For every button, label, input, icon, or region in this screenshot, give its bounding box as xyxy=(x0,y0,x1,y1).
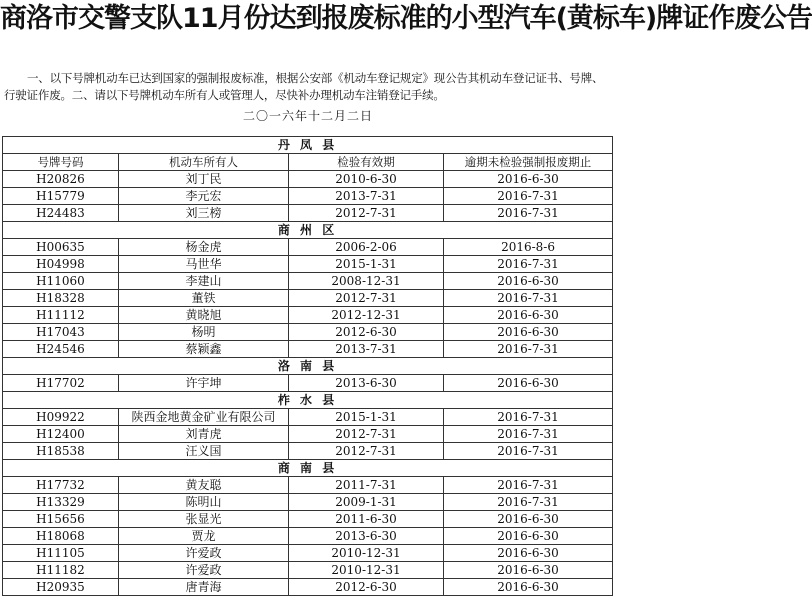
plate-number-cell: H17702 xyxy=(3,375,119,392)
scrap-deadline-cell: 2016-6-30 xyxy=(444,307,613,324)
region-header-row xyxy=(3,460,613,477)
scrap-deadline-cell: 2016-6-30 xyxy=(444,273,613,290)
table-row xyxy=(3,477,613,494)
inspection-valid-cell: 2011-7-31 xyxy=(289,477,444,494)
table-row xyxy=(3,205,613,222)
plate-number-cell: H13329 xyxy=(3,494,119,511)
owner-cell: 刘三榜 xyxy=(119,205,289,222)
column-header-scrap-deadline: 逾期未检验强制报废期止 xyxy=(444,154,613,171)
inspection-valid-cell: 2012-6-30 xyxy=(289,579,444,596)
records-body xyxy=(3,137,613,596)
table-row xyxy=(3,375,613,392)
owner-cell: 唐青海 xyxy=(119,579,289,596)
table-row xyxy=(3,562,613,579)
region-name: 商 州 区 xyxy=(3,222,613,239)
plate-number-cell: H20935 xyxy=(3,579,119,596)
plate-number-cell: H11182 xyxy=(3,562,119,579)
table-row xyxy=(3,324,613,341)
inspection-valid-cell: 2012-7-31 xyxy=(289,443,444,460)
table-row xyxy=(3,426,613,443)
inspection-valid-cell: 2012-6-30 xyxy=(289,324,444,341)
scrap-deadline-cell: 2016-7-31 xyxy=(444,205,613,222)
notice-intro: 一、以下号牌机动车已达到国家的强制报废标准，根据公安部《机动车登记规定》现公告其机动车登记证书、号牌、行驶证作废。二、请以下号牌机动车所有人或管理人，尽快补办理机动车注销登记手续。 xyxy=(4,71,604,102)
owner-cell: 李建山 xyxy=(119,273,289,290)
table-row xyxy=(3,579,613,596)
region-header-row xyxy=(3,222,613,239)
scrap-deadline-cell: 2016-7-31 xyxy=(444,443,613,460)
table-row xyxy=(3,443,613,460)
table-row xyxy=(3,256,613,273)
owner-cell: 黄友聪 xyxy=(119,477,289,494)
column-header-row xyxy=(3,154,613,171)
plate-number-cell: H18068 xyxy=(3,528,119,545)
table-row xyxy=(3,290,613,307)
inspection-valid-cell: 2013-7-31 xyxy=(289,341,444,358)
inspection-valid-cell: 2013-7-31 xyxy=(289,188,444,205)
inspection-valid-cell: 2010-12-31 xyxy=(289,562,444,579)
notice-title: 商洛市交警支队11月份达到报废标准的小型汽车(黄标车)牌证作废公告 xyxy=(0,3,812,34)
owner-cell: 蔡颖鑫 xyxy=(119,341,289,358)
scrap-deadline-cell: 2016-6-30 xyxy=(444,171,613,188)
owner-cell: 马世华 xyxy=(119,256,289,273)
scrap-deadline-cell: 2016-6-30 xyxy=(444,528,613,545)
scrap-deadline-cell: 2016-7-31 xyxy=(444,256,613,273)
table-row xyxy=(3,528,613,545)
inspection-valid-cell: 2012-7-31 xyxy=(289,426,444,443)
plate-number-cell: H15779 xyxy=(3,188,119,205)
inspection-valid-cell: 2012-7-31 xyxy=(289,290,444,307)
scrap-deadline-cell: 2016-8-6 xyxy=(444,239,613,256)
inspection-valid-cell: 2015-1-31 xyxy=(289,256,444,273)
scrap-deadline-cell: 2016-6-30 xyxy=(444,324,613,341)
owner-cell: 刘青虎 xyxy=(119,426,289,443)
plate-number-cell: H04998 xyxy=(3,256,119,273)
owner-cell: 李元宏 xyxy=(119,188,289,205)
owner-cell: 汪义国 xyxy=(119,443,289,460)
plate-number-cell: H11105 xyxy=(3,545,119,562)
inspection-valid-cell: 2013-6-30 xyxy=(289,528,444,545)
owner-cell: 董铁 xyxy=(119,290,289,307)
scrap-deadline-cell: 2016-6-30 xyxy=(444,579,613,596)
scrap-deadline-cell: 2016-6-30 xyxy=(444,562,613,579)
region-header-row xyxy=(3,392,613,409)
table-row xyxy=(3,188,613,205)
owner-cell: 杨明 xyxy=(119,324,289,341)
region-name: 柞 水 县 xyxy=(3,392,613,409)
scrap-deadline-cell: 2016-7-31 xyxy=(444,188,613,205)
region-name: 商 南 县 xyxy=(3,460,613,477)
plate-number-cell: H12400 xyxy=(3,426,119,443)
owner-cell: 黄晓旭 xyxy=(119,307,289,324)
table-row xyxy=(3,341,613,358)
region-name: 丹 凤 县 xyxy=(3,137,613,154)
column-header-inspection-valid: 检验有效期 xyxy=(289,154,444,171)
table-row xyxy=(3,545,613,562)
region-header-row xyxy=(3,137,613,154)
owner-cell: 许爱政 xyxy=(119,562,289,579)
table-row xyxy=(3,511,613,528)
owner-cell: 陕西金地黄金矿业有限公司 xyxy=(119,409,289,426)
inspection-valid-cell: 2012-12-31 xyxy=(289,307,444,324)
plate-number-cell: H11060 xyxy=(3,273,119,290)
plate-number-cell: H15656 xyxy=(3,511,119,528)
table-row xyxy=(3,171,613,188)
table-row xyxy=(3,239,613,256)
inspection-valid-cell: 2011-6-30 xyxy=(289,511,444,528)
column-header-owner: 机动车所有人 xyxy=(119,154,289,171)
table-row xyxy=(3,307,613,324)
plate-number-cell: H18538 xyxy=(3,443,119,460)
scrap-deadline-cell: 2016-6-30 xyxy=(444,511,613,528)
owner-cell: 陈明山 xyxy=(119,494,289,511)
table-row xyxy=(3,409,613,426)
plate-number-cell: H09922 xyxy=(3,409,119,426)
plate-number-cell: H24483 xyxy=(3,205,119,222)
plate-number-cell: H11112 xyxy=(3,307,119,324)
scrap-deadline-cell: 2016-7-31 xyxy=(444,477,613,494)
inspection-valid-cell: 2006-2-06 xyxy=(289,239,444,256)
region-header-row xyxy=(3,358,613,375)
plate-number-cell: H24546 xyxy=(3,341,119,358)
owner-cell: 张显光 xyxy=(119,511,289,528)
inspection-valid-cell: 2009-1-31 xyxy=(289,494,444,511)
column-header-plate-number: 号牌号码 xyxy=(3,154,119,171)
scrap-deadline-cell: 2016-7-31 xyxy=(444,426,613,443)
plate-number-cell: H17732 xyxy=(3,477,119,494)
owner-cell: 杨金虎 xyxy=(119,239,289,256)
inspection-valid-cell: 2015-1-31 xyxy=(289,409,444,426)
region-name: 洛 南 县 xyxy=(3,358,613,375)
plate-number-cell: H00635 xyxy=(3,239,119,256)
scrap-deadline-cell: 2016-7-31 xyxy=(444,494,613,511)
owner-cell: 贾龙 xyxy=(119,528,289,545)
plate-number-cell: H20826 xyxy=(3,171,119,188)
inspection-valid-cell: 2008-12-31 xyxy=(289,273,444,290)
notice-date: 二〇一六年十二月二日 xyxy=(242,109,373,123)
records-table xyxy=(2,136,613,596)
scrap-deadline-cell: 2016-7-31 xyxy=(444,341,613,358)
scrap-deadline-cell: 2016-7-31 xyxy=(444,409,613,426)
scrap-deadline-cell: 2016-6-30 xyxy=(444,375,613,392)
table-row xyxy=(3,273,613,290)
inspection-valid-cell: 2012-7-31 xyxy=(289,205,444,222)
plate-number-cell: H17043 xyxy=(3,324,119,341)
owner-cell: 许爱政 xyxy=(119,545,289,562)
scrap-deadline-cell: 2016-7-31 xyxy=(444,290,613,307)
owner-cell: 许宇坤 xyxy=(119,375,289,392)
plate-number-cell: H18328 xyxy=(3,290,119,307)
owner-cell: 刘丁民 xyxy=(119,171,289,188)
inspection-valid-cell: 2010-6-30 xyxy=(289,171,444,188)
inspection-valid-cell: 2010-12-31 xyxy=(289,545,444,562)
inspection-valid-cell: 2013-6-30 xyxy=(289,375,444,392)
table-row xyxy=(3,494,613,511)
scrap-deadline-cell: 2016-6-30 xyxy=(444,545,613,562)
